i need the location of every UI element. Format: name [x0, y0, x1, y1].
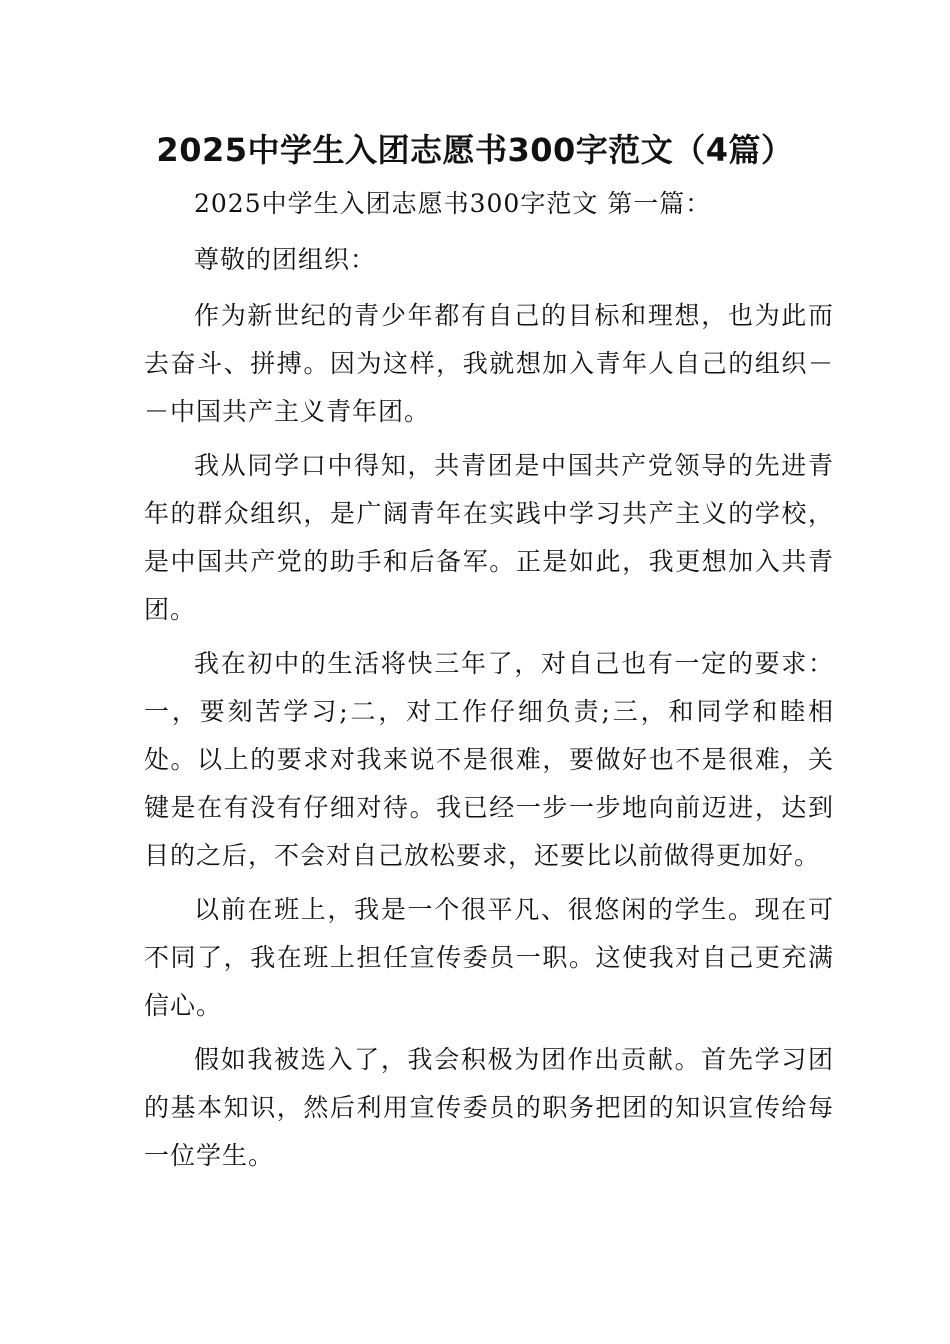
paragraph-4: 以前在班上，我是一个很平凡、很悠闲的学生。现在可不同了，我在班上担任宣传委员一职。这使我对自己更充满信心。: [144, 895, 834, 1020]
section-heading: 2025中学生入团志愿书300字范文 第一篇：: [194, 189, 712, 218]
salutation: 尊敬的团组织：: [194, 245, 377, 274]
paragraph-2: 我从同学口中得知，共青团是中国共产党领导的先进青年的群众组织，是广阔青年在实践中学习共产主义的学校，是中国共产党的助手和后备军。正是如此，我更想加入共青团。: [144, 451, 834, 624]
paragraph-1: 作为新世纪的青少年都有自己的目标和理想，也为此而去奋斗、拼搏。因为这样，我就想加入青年人自己的组织－－中国共产主义青年团。: [144, 301, 834, 426]
paragraph-3: 我在初中的生活将快三年了，对自己也有一定的要求：一，要刻苦学习;二，对工作仔细负责;三，和同学和睦相处。以上的要求对我来说不是很难，要做好也不是很难，关键是在有没有仔细对待。我已经一步一步地向前迈进，达到目的之后，不会对自己放松要求，还要比以前做得更加好。: [144, 649, 834, 870]
document-title: 2025中学生入团志愿书300字范文（4篇）: [156, 131, 794, 169]
paragraph-5: 假如我被选入了，我会积极为团作出贡献。首先学习团的基本知识，然后利用宣传委员的职务把团的知识宣传给每一位学生。: [144, 1045, 834, 1170]
document-body: [144, 180, 834, 1186]
